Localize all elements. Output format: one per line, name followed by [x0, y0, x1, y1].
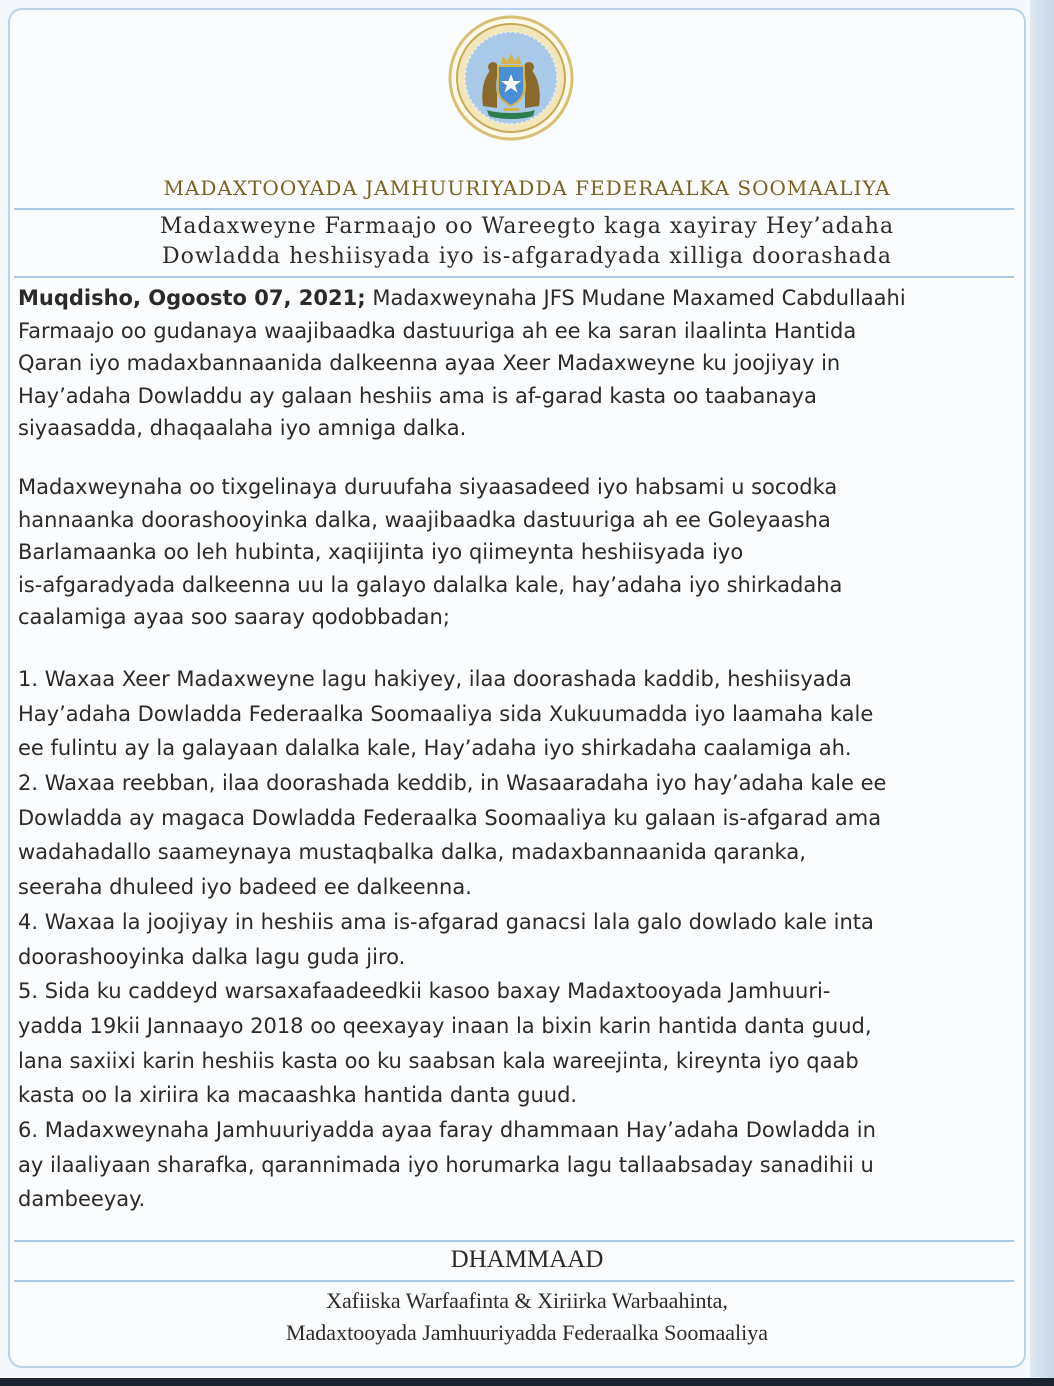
list-item: yadda 19kii Jannaayo 2018 oo qeexayay inaan la bixin karin hantida danta guud, [18, 1013, 872, 1038]
paragraph-line: Hay’adaha Dowladdu ay galaan heshiis ama is af-garad kasta oo taabanaya [18, 383, 817, 408]
paragraph-line: Qaran iyo madaxbannaanida dalkeenna ayaa Xeer Madaxweyne ku joojiyay in [18, 351, 841, 376]
list-item: lana saxiixi karin heshiis kasta oo ku saabsan kala wareejinta, kireynta iyo qaab [18, 1048, 859, 1073]
paragraph-line: caalamiga ayaa soo saaray qodobbadan; [18, 605, 450, 630]
paragraph-line: Madaxweynaha oo tixgelinaya duruufaha siyaasadeed iyo habsami u socodka [18, 474, 838, 499]
paragraph-line: hannaanka doorashooyinka dalka, waajibaadka dastuuriga ah ee Goleyaasha [18, 507, 831, 532]
coat-of-arms-seal-icon [447, 14, 575, 142]
decree-items-list [18, 662, 1018, 1217]
press-release-body [18, 282, 1018, 1217]
list-item: 5. Sida ku caddeyd warsaxafaadeedkii kasoo baxay Madaxtooyada Jamhuuri- [18, 979, 831, 1004]
paragraph-line: Farmaajo oo gudanaya waajibaadka dastuuriga ah ee ka saran ilaalinta Hantida [18, 318, 857, 343]
dateline: Muqdisho, Ogoosto 07, 2021; [18, 286, 366, 310]
list-item: 1. Waxaa Xeer Madaxweyne lagu hakiyey, ilaa doorashada kaddib, heshiisyada [18, 666, 852, 691]
closing-label: DHAMMAAD [450, 1246, 604, 1273]
list-item: ee fulintu ay la galayaan dalalka kale, Hay’adaha iyo shirkadaha caalamiga ah. [18, 736, 852, 761]
screen-bottom-bar [0, 1378, 1054, 1386]
paragraph-line: is-afgaradyada dalkeenna uu la galayo dalalka kale, hay’adaha iyo shirkadaha [18, 572, 843, 597]
footer-office-line-1: Xafiiska Warfaafinta & Xiriirka Warbaahinta, [326, 1288, 728, 1313]
footer-office-line-2: Madaxtooyada Jamhuuriyadda Federaalka Soomaaliya [285, 1320, 768, 1345]
list-item: ay ilaaliyaan sharafka, qarannimada iyo horumarka lagu tallaabsaday sanadihii u [18, 1152, 874, 1177]
page-edge-shadow [1030, 0, 1054, 1386]
paragraph-line: siyaasadda, dhaqaalaha iyo amniga dalka. [18, 416, 467, 441]
divider-headline [14, 276, 1014, 278]
list-item: wadahadallo saameynaya mustaqbalka dalka, madaxbannaanida qaranka, [18, 840, 806, 865]
list-item: 6. Madaxweynaha Jamhuuriyadda ayaa faray dhammaan Hay’adaha Dowladda in [18, 1118, 876, 1143]
list-item: Hay’adaha Dowladda Federaalka Soomaaliya sida Xukuumadda iyo laamaha kale [18, 701, 874, 726]
divider-top [14, 208, 1014, 210]
divider-closing-bottom [14, 1280, 1014, 1282]
paragraph-line: Madaxweynaha JFS Mudane Maxamed Cabdullaahi [372, 286, 906, 310]
headline-line-2: Dowladda heshiisyada iyo is-afgaradyada xilliga doorashada [162, 244, 892, 269]
headline-line-1: Madaxweyne Farmaajo oo Wareegto kaga xayiray Hey’adaha [159, 214, 895, 239]
paragraph-intro [18, 282, 1018, 445]
divider-closing-top [14, 1240, 1014, 1242]
paragraph-line: Barlamaanka oo leh hubinta, xaqiijinta iyo qiimeynta heshiisyada iyo [18, 540, 744, 565]
list-item: doorashooyinka dalka lagu guda jiro. [18, 944, 406, 969]
list-item: dambeeyay. [18, 1187, 146, 1212]
list-item: kasta oo la xiriira ka macaashka hantida danta guud. [18, 1083, 578, 1108]
paragraph-context [18, 471, 1018, 634]
list-item: seeraha dhuleed iyo badeed ee dalkeenna. [18, 875, 472, 900]
list-item: Dowladda ay magaca Dowladda Federaalka Soomaaliya ku galaan is-afgarad ama [18, 805, 882, 830]
list-item: 4. Waxaa la joojiyay in heshiis ama is-afgarad ganacsi lala galo dowlado kale inta [18, 909, 874, 934]
list-item: 2. Waxaa reebban, ilaa doorashada keddib, in Wasaaradaha iyo hay’adaha kale ee [18, 771, 887, 796]
office-title: MADAXTOOYADA JAMHUURIYADDA FEDERAALKA SOOMAALIYA [163, 176, 891, 200]
